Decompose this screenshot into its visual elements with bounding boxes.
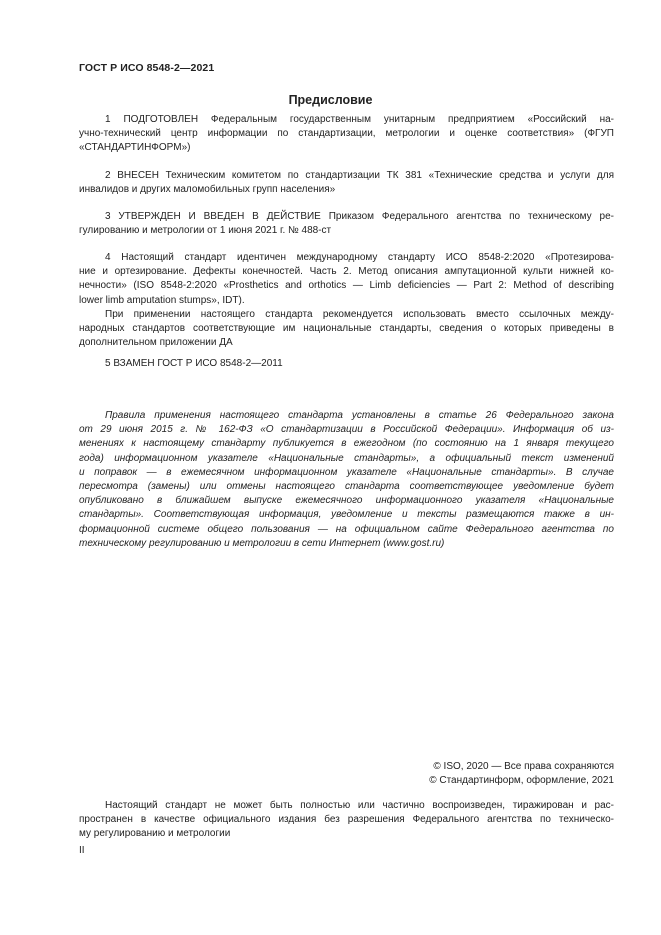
paragraph-line: При применении настоящего стандарта рекомендуется использовать вместо ссылочных между- bbox=[105, 308, 614, 320]
copyright-iso: © ISO, 2020 — Все права сохраняются bbox=[433, 761, 614, 772]
paragraph-line: учно-технический центр информации по стандартизации, метрологии и оценке соответствия» (ФГУП bbox=[79, 128, 614, 140]
note-line: года) информационном указателе «Национальные стандарты», а официальный текст изменений bbox=[79, 452, 614, 464]
paragraph-3 bbox=[79, 210, 614, 238]
copyright-standartinform: © Стандартинформ, оформление, 2021 bbox=[429, 775, 614, 787]
usage-rules-note bbox=[79, 409, 614, 551]
note-line: формационной системе общего пользования — на официальном сайте Федерального агентства по bbox=[79, 523, 614, 535]
notice-line: пространен в качестве официального издания без разрешения Федерального агентства по техническо- bbox=[79, 814, 614, 826]
note-line: техническому регулированию и метрологии в сети Интернет (www.gost.ru) bbox=[79, 537, 445, 549]
paragraph-line: ние и ортезирование. Дефекты конечностей. Часть 2. Метод описания ампутационной культи нижней ко- bbox=[79, 266, 614, 278]
paragraph-line: 4 Настоящий стандарт идентичен международному стандарту ИСО 8548-2:2020 «Протезирова- bbox=[105, 252, 614, 263]
copyright-block bbox=[79, 760, 614, 788]
note-line: Правила применения настоящего стандарта установлены в статье 26 Федерального закона bbox=[105, 410, 614, 421]
note-line: пересмотра (замены) или отмены настоящего стандарта соответствующее уведомление будет bbox=[79, 481, 614, 493]
paragraph-5 bbox=[79, 357, 614, 371]
paragraph-line: «СТАНДАРТИНФОРМ») bbox=[79, 142, 191, 154]
paragraph-line: 2 ВНЕСЕН Техническим комитетом по стандартизации ТК 381 «Технические средства и услуги для bbox=[105, 170, 614, 181]
paragraph-line: гулированию и метрологии от 1 июня 2021 г. № 488-ст bbox=[79, 225, 332, 237]
note-line: опубликовано в ближайшем выпуске ежемесячного информационного указателя «Национальные bbox=[79, 495, 614, 507]
paragraph-2 bbox=[79, 169, 614, 197]
note-line: менениях к настоящему стандарту публикуется в ежегодном (по состоянию на 1 января текущего bbox=[79, 438, 614, 450]
note-line: и поправок — в ежемесячном информационном указателе «Национальные стандарты». В случае bbox=[79, 466, 614, 478]
paragraph-line: инвалидов и других маломобильных групп населения» bbox=[79, 184, 336, 196]
page-number: II bbox=[79, 845, 85, 856]
paragraph-line: lower limb amputation stumps», IDT). bbox=[79, 294, 245, 306]
paragraph-line: 1 ПОДГОТОВЛЕН Федеральным государственным унитарным предприятием «Российский на- bbox=[105, 114, 614, 125]
paragraph-line: народных стандартов соответствующие им национальные стандарты, сведения о которых приведены в bbox=[79, 323, 614, 335]
note-line: стандарты». Соответствующая информация, уведомление и тексты размещаются также в ин- bbox=[79, 509, 614, 521]
paragraph-line: дополнительном приложении ДА bbox=[79, 337, 233, 349]
standard-designation: ГОСТ Р ИСО 8548-2—2021 bbox=[79, 62, 215, 74]
paragraph-1 bbox=[79, 113, 614, 156]
paragraph-line: нечности» (ISO 8548-2:2020 «Prosthetics and orthotics — Limb deficiencies — Part 2: Method of describing bbox=[79, 280, 614, 292]
reproduction-notice bbox=[79, 799, 614, 842]
page-title: Предисловие bbox=[288, 93, 373, 107]
notice-line: му регулированию и метрологии bbox=[79, 828, 231, 840]
paragraph-line: 3 УТВЕРЖДЕН И ВВЕДЕН В ДЕЙСТВИЕ Приказом Федерального агентства по техническому ре- bbox=[105, 211, 614, 222]
paragraph-line: 5 ВЗАМЕН ГОСТ Р ИСО 8548-2—2011 bbox=[105, 358, 283, 369]
notice-line: Настоящий стандарт не может быть полностью или частично воспроизведен, тиражирован и рас- bbox=[105, 800, 614, 811]
paragraph-4 bbox=[79, 251, 614, 350]
note-line: от 29 июня 2015 г. № 162-ФЗ «О стандартизации в Российской Федерации». Информация об из- bbox=[79, 424, 614, 436]
